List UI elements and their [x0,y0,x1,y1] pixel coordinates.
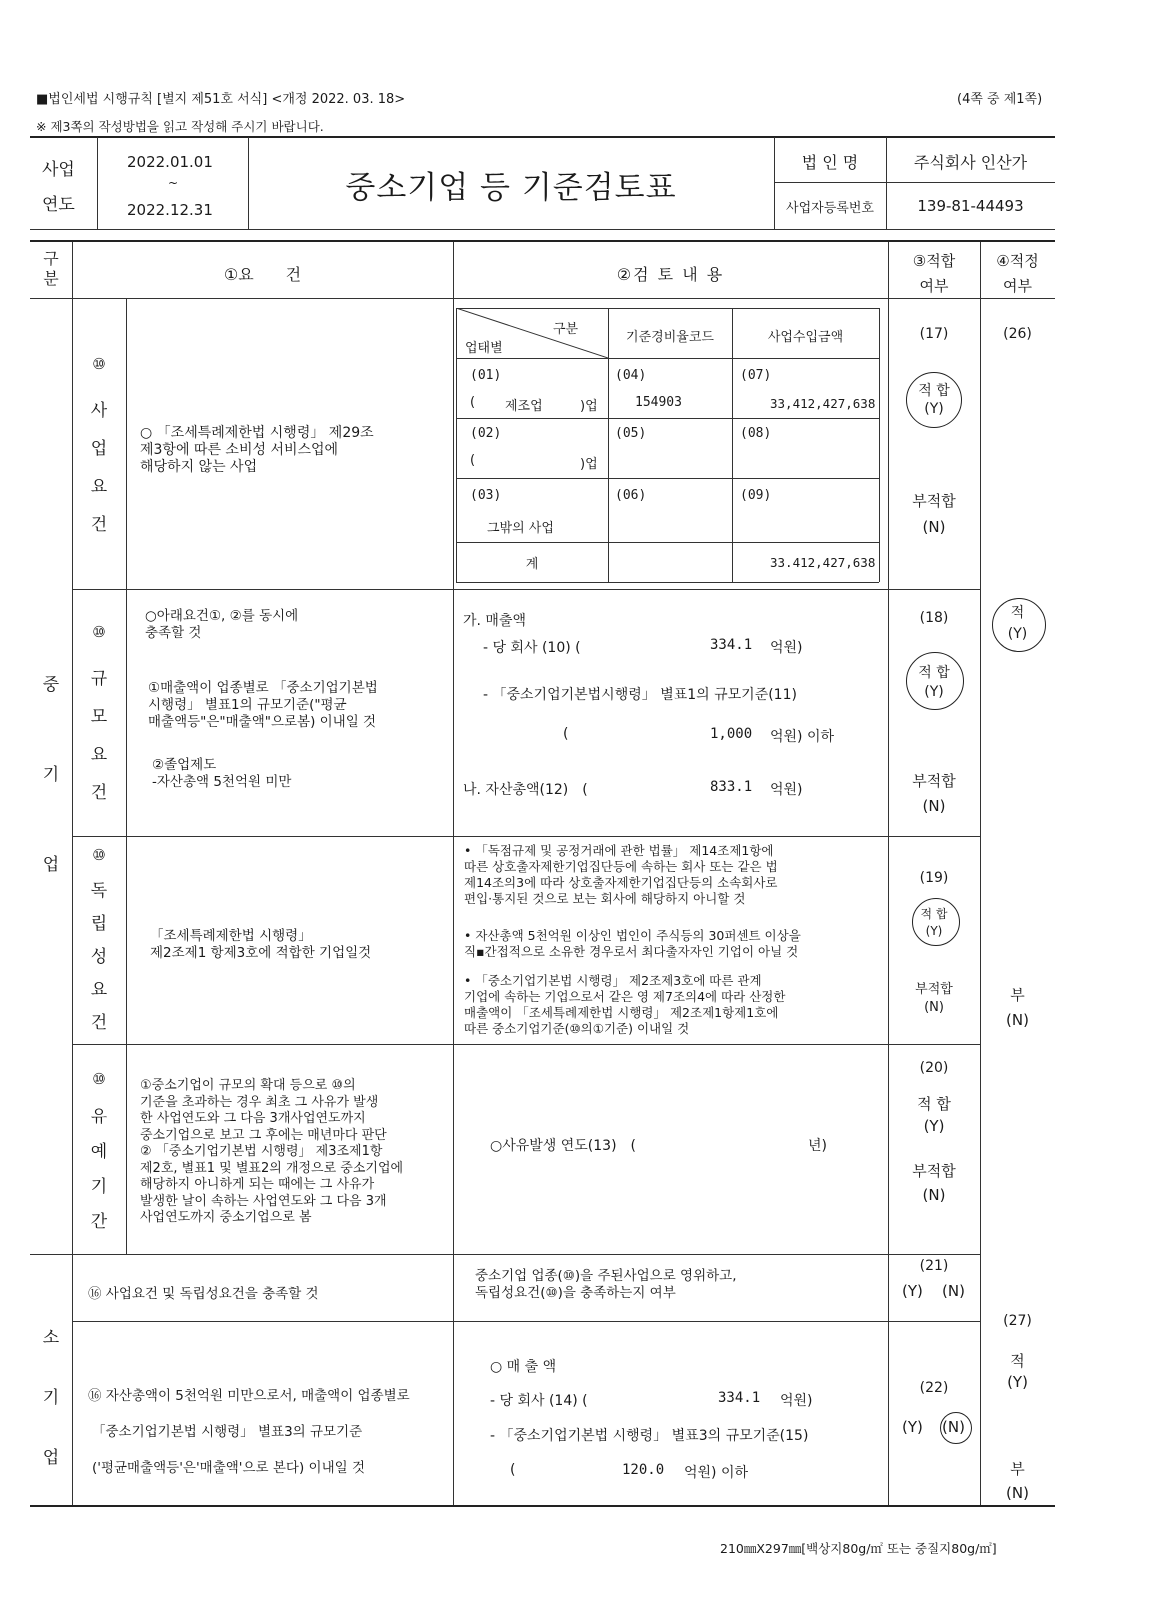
row-104-review-label: ○사유발생 연도(13) ( [490,1138,637,1154]
row-104-review-unit: 년) [808,1138,827,1154]
row-01-amount: 33,412,427,638 [770,396,876,411]
row-106-company-label: - 당 회사 (14) ( [490,1393,588,1409]
small-proper-yes: 적 [1010,1352,1025,1370]
col-header-category: 구 분 [43,249,59,288]
sme-proper-no-code: (N) [1006,1011,1029,1029]
regulation-ref: ■법인세법 시행규칙 [별지 제51호 서식] <개정 2022. 03. 18> [36,92,406,107]
col-amount-header: 사업수입금액 [767,330,844,345]
row-102-fit-no-code: (N) [922,797,946,815]
row-105-fit-n: (N) [942,1282,965,1300]
row-106-company-unit: 억원) [780,1393,813,1409]
row-07-number: (07) [740,368,772,383]
group-label-sme: 중 기 업 [42,675,60,875]
row-104-fit-no: 부적합 [912,1162,956,1180]
row-02-suffix: )업 [580,457,598,472]
row-101-fit-number: (17) [919,326,949,342]
col-code-header: 기준경비율코드 [626,330,714,345]
row-106-standard-value: 120.0 [622,1462,665,1478]
row-106-requirement-1: ⑯ 자산총액이 5천억원 미만으로서, 매출액이 업종별로 [88,1388,410,1404]
row-104-number: ⑩ [92,1070,106,1088]
paper-spec-footer: 210㎜X297㎜[백상지80g/㎡ 또는 중질지80g/㎡] [720,1541,997,1556]
period-end: 2022.12.31 [127,201,213,219]
row-105-fit-number: (21) [919,1258,949,1274]
row-101-vertical-label: 사 업 요 건 [90,401,108,535]
row-03-name: 그밖의 사업 [487,521,554,536]
row-104-fit-yes: 적 합 [917,1095,951,1113]
row-102-standard-unit: 억원) 이하 [770,729,835,745]
row-103-bullet-3: • 「중소기업기본법 시행령」 제2조제3호에 따른 관계 기업에 속하는 기업으로서 같은 영 제7조의4에 따라 산정한 매출액이 「조세특례제한법 시행령」 제2조제1항제1호에 따른 중소기업기준(⑩의①기준) 이내일 것 [464,973,786,1036]
row-106-standard-open: ( [510,1462,516,1478]
row-01-suffix: )업 [580,399,598,414]
row-102-fit-number: (18) [919,610,949,626]
row-104-vertical-label: 유 예 기 간 [90,1107,108,1232]
row-01-open: ( [470,395,476,410]
small-proper-yes-code: (Y) [1007,1373,1028,1391]
row-103-fit-no: 부적합 [915,982,953,997]
row-106-company-value: 334.1 [718,1390,761,1406]
row-106-fit-n: (N) [942,1418,965,1436]
row-104-fit-number: (20) [919,1060,949,1076]
period-label-2: 연도 [42,195,75,215]
row-106-standard-unit: 억원) 이하 [684,1465,749,1481]
corp-name-value: 주식회사 인산가 [913,153,1028,172]
small-proper-no-code: (N) [1006,1484,1029,1502]
row-101-fit-no-code: (N) [922,518,946,536]
sme-proper-yes-code: (Y) [1007,626,1028,642]
row-101-number: ⑩ [92,355,106,373]
row-02-open: ( [470,453,476,468]
notice: ※ 제3쪽의 작성방법을 읽고 작성해 주시기 바랍니다. [36,119,324,134]
row-01-name: 제조업 [505,399,543,414]
total-label: 계 [525,557,539,572]
row-101-requirement: ○ 「조세특례제한법 시행령」 제29조 제3항에 따른 소비성 서비스업에 해당하지 않는 사업 [140,425,374,475]
row-102-requirement-graduation: ②졸업제도 -자산총액 5천억원 미만 [152,757,292,790]
row-106-requirement-2: 「중소기업기본법 시행령」 별표3의 규모기준 [92,1424,363,1440]
sme-proper-yes: 적 [1010,605,1025,621]
row-102-assets-unit: 억원) [770,782,803,798]
page-info: (4쪽 중 제1쪽) [957,92,1043,107]
corp-name-label: 법 인 명 [801,153,859,172]
row-106-requirement-3: ('평균매출액등'은'매출액'으로 본다) 이내일 것 [92,1460,365,1476]
row-05-number: (05) [615,426,647,441]
biz-no-value: 139-81-44493 [917,197,1024,215]
row-103-bullet-1: • 「독점규제 및 공정거래에 관한 법률」 제14조제1항에 따른 상호출자제한기업집단등에 속하는 회사 또는 같은 법 제14조의3에 따라 상호출자제한기업집단등의 소속회사로 편입·통지된 것으로 보는 회사에 해당하지 아니할 것 [464,843,778,906]
form-title: 중소기업 등 기준검토표 [345,170,677,206]
col-header-review: ②검 토 내 용 [616,265,725,284]
row-02-number: (02) [470,426,502,441]
col-header-requirements: ①요 건 [223,265,302,284]
row-102-fit-yes: 적 합 [918,665,950,681]
col-header-proper-2: 여부 [1003,277,1032,295]
row-01-code: 154903 [635,395,682,410]
row-103-fit-yes: 적 합 [920,907,948,921]
row-102-vertical-label: 규 모 요 건 [90,669,108,803]
row-106-review-title: ○ 매 출 액 [490,1359,557,1375]
row-102-company-label: - 당 회사 (10) ( [483,640,581,656]
row-104-fit-yes-code: (Y) [923,1117,945,1135]
row-01-number: (01) [470,368,502,383]
row-104-fit-no-code: (N) [922,1186,946,1204]
row-09-number: (09) [740,488,772,503]
group-label-small: 소 기 업 [42,1328,60,1468]
period-separator: ~ [168,176,179,190]
col-header-fit-1: ③적합 [912,252,956,270]
row-103-fit-number: (19) [919,870,949,886]
row-102-requirement-sales: ①매출액이 업종별로 「중소기업기본법 시행령」 별표1의 규모기준("평균 매출액등"은"매출액"으로봄) 이내일 것 [148,680,378,730]
row-103-bullet-2: • 자산총액 5천억원 이상인 법인이 주식등의 30퍼센트 이상을 직▪간접적으로 소유한 경우로서 최다출자자인 기업이 아닐 것 [464,928,801,959]
small-proper-no: 부 [1010,1460,1025,1478]
total-amount: 33.412,427,638 [770,555,876,570]
col-header-fit-2: 여부 [919,277,949,295]
row-08-number: (08) [740,426,772,441]
row-103-fit-yes-code: (Y) [925,924,943,938]
row-106-fit-number: (22) [919,1380,949,1396]
row-105-fit-y: (Y) [902,1282,923,1300]
row-102-company-value: 334.1 [710,637,753,653]
row-103-number: ⑩ [92,846,106,864]
row-102-number: ⑩ [92,623,106,641]
row-04-number: (04) [615,368,647,383]
sme-proper-number: (26) [1003,326,1032,342]
row-105-review: 중소기업 업종(⑩)을 주된사업으로 영위하고, 독립성요건(⑩)을 충족하는지 여부 [475,1268,737,1301]
row-104-requirement: ①중소기업이 규모의 확대 등으로 ⑩의 기준을 초과하는 경우 최초 그 사유가 발생 한 사업연도와 그 다음 3개사업연도까지 중소기업으로 보고 그 후에는 매년마다 판단 ② 「중소기업기본법 시행령」 제3조제1항 제2호, 별표1 및 별표2의 개정으로 중소기업에 해당하지 아니하게 되는 때에는 그 사유가 발생한 날이 속하는 사업연도와 그 다음 3개 사업연도까지 중소기업으로 봄 [140,1078,404,1225]
row-102-standard-open: ( [563,726,569,742]
small-proper-number: (27) [1003,1313,1032,1329]
row-106-fit-y: (Y) [902,1418,923,1436]
row-102-standard-value: 1,000 [710,726,753,742]
row-06-number: (06) [615,488,647,503]
col-header-proper-1: ④적정 [996,252,1039,270]
row-03-number: (03) [470,488,502,503]
period-start: 2022.01.01 [127,153,213,171]
row-102-assets-value: 833.1 [710,779,753,795]
row-101-fit-yes-code: (Y) [924,401,944,417]
row-101-fit-no: 부적합 [912,492,956,510]
row-103-fit-no-code: (N) [924,1000,944,1015]
period-label-1: 사업 [42,160,75,180]
diag-bottom-label: 업태별 [465,341,503,356]
diag-top-label: 구분 [553,322,579,337]
row-106-standard-label: - 「중소기업기본법 시행령」 별표3의 규모기준(15) [490,1428,809,1444]
row-102-fit-no: 부적합 [912,772,956,790]
row-102-standard-label: - 「중소기업기본법시행령」 별표1의 규모기준(11) [483,687,797,703]
row-102-company-unit: 억원) [770,640,803,656]
row-102-fit-yes-code: (Y) [924,684,944,700]
row-102-requirement-main: ○아래요건①, ②를 동시에 충족할 것 [145,608,299,641]
row-105-requirement: ⑯ 사업요건 및 독립성요건을 충족할 것 [88,1286,319,1302]
row-102-assets-label: 나. 자산총액(12) ( [463,782,588,798]
sme-proper-no: 부 [1010,986,1025,1004]
row-101-fit-yes: 적 합 [918,383,950,399]
row-103-vertical-label: 독 립 성 요 건 [90,881,108,1033]
row-103-requirement: 「조세특례제한법 시행령」 제2조제1 항제3호에 적합한 기업일것 [150,928,372,961]
biz-no-label: 사업자등록번호 [786,201,874,216]
row-102-sales-heading: 가. 매출액 [463,613,526,629]
